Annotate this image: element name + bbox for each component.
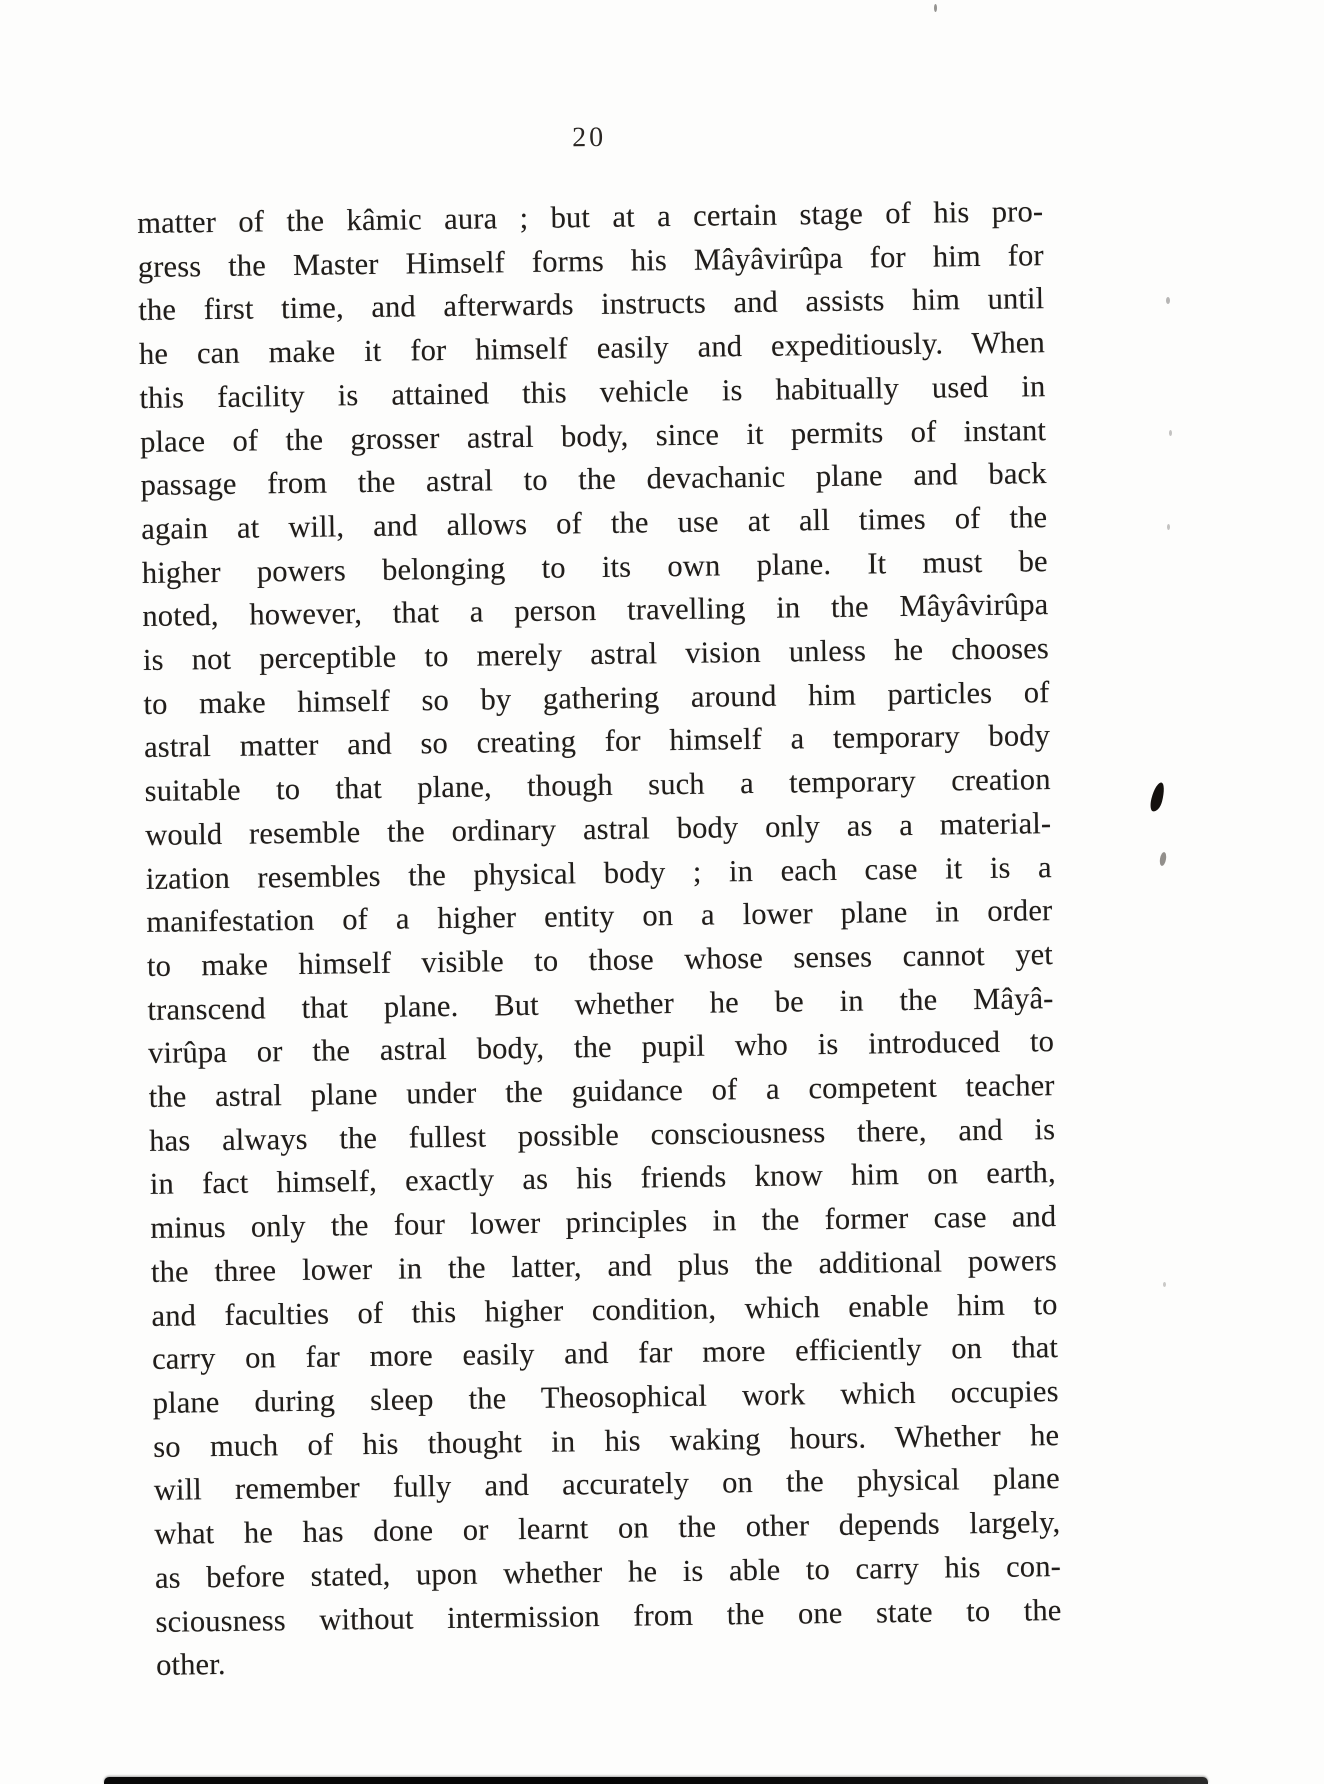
scan-speck [1166,297,1170,304]
text-line: what he has done or learnt on the other depends largely, [154,1505,1061,1551]
scan-speck [934,4,937,12]
text-line: matter of the kâmic aura ; but at a certain stage of his pro- [137,194,1044,240]
text-line: in fact himself, exactly as his friends know him on earth, [149,1155,1056,1202]
text-line: suitable to that plane, though such a temporary creation [144,762,1051,809]
text-line: has always the fullest possible consciousness there, and is [149,1111,1056,1158]
text-line: to make himself so by gathering around him particles of [143,674,1050,721]
text-line: the first time, and afterwards instructs and assists him until [138,281,1045,328]
scan-speck [1163,1282,1166,1287]
text-line: ization resembles the physical body ; in each case it is a [145,849,1052,896]
text-line: so much of his thought in his waking hours. Whether he [153,1417,1060,1464]
text-line: will remember fully and accurately on the physical plane [153,1461,1060,1508]
text-line: plane during sleep the Theosophical work which occupies [152,1374,1059,1420]
text-line: he can make it for himself easily and expeditiously. When [138,325,1046,372]
text-line: would resemble the ordinary astral body only as a material- [145,805,1052,852]
text-line: transcend that plane. But whether he be in the Mâyâ- [147,980,1054,1027]
ink-blot-artifact [1149,781,1167,813]
text-line: higher powers belonging to its own plane. It must be [141,543,1048,590]
text-line: manifestation of a higher entity on a lower plane in order [146,893,1053,940]
page-content [136,116,1062,1688]
scan-edge-artifact [104,1777,1208,1784]
text-line: passage from the astral to the devachanic plane and back [140,456,1047,503]
text-line: and faculties of this higher condition, which enable him to [151,1286,1058,1333]
text-line: noted, however, that a person travelling in the Mâyâvirûpa [142,587,1049,634]
text-line: carry on far more easily and far more efficiently on that [151,1330,1059,1377]
text-line: gress the Master Himself forms his Mâyâvirûpa for him for [137,237,1044,284]
ink-speck-artifact [1159,852,1167,867]
scan-speck [1169,430,1172,436]
text-line: sciousness without intermission from the one state to the [155,1592,1062,1639]
text-line: other. [155,1647,226,1683]
text-line: this facility is attained this vehicle is habitually used in [139,368,1046,415]
text-line: as before stated, upon whether he is able to carry his con- [154,1548,1062,1595]
text-line: to make himself visible to those whose senses cannot yet [146,937,1054,983]
text-line: astral matter and so creating for himself a temporary body [143,718,1051,765]
page-number: 20 [571,121,607,154]
text-line: virûpa or the astral body, the pupil who is introduced to [147,1024,1055,1071]
scan-speck [1167,524,1170,530]
body-text [137,190,1062,1688]
text-line: minus only the four lower principles in the former case and [150,1199,1057,1246]
text-line: the three lower in the latter, and plus the additional powers [150,1242,1058,1289]
text-line: again at will, and allows of the use at all times of the [141,500,1048,546]
text-line: place of the grosser astral body, since it permits of instant [139,412,1047,459]
text-line: the astral plane under the guidance of a competent teacher [148,1068,1055,1114]
text-line: is not perceptible to merely astral vision unless he chooses [142,631,1050,677]
